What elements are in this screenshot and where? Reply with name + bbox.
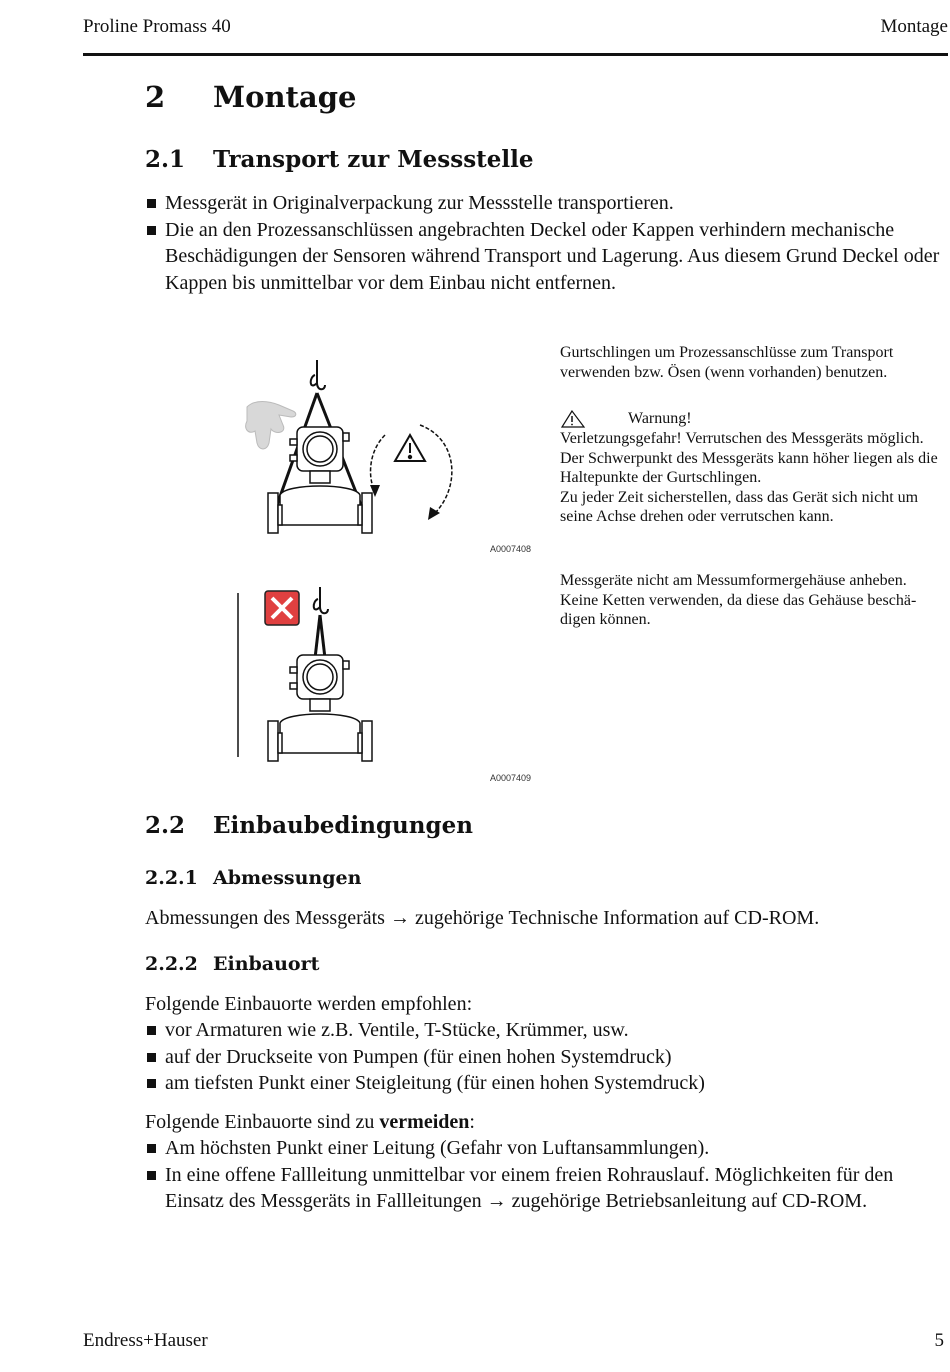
section-2-2-2-heading (145, 953, 319, 975)
section-title: Einbauort (213, 953, 320, 975)
warning-text: Der Schwerpunkt des Messgeräts kann höher liegen als die Haltepunkte der Gurtschlingen. (560, 449, 938, 486)
figure-id: A0007409 (490, 773, 532, 783)
footer-company: Endress+Hauser (83, 1330, 208, 1351)
sensor-body (268, 714, 372, 761)
transport-list (145, 190, 944, 296)
warning-text: Verletzungsgefahr! Verrutschen des Messgeräts möglich. (560, 430, 924, 447)
recommended-list (145, 1017, 944, 1097)
transmitter-housing (290, 655, 349, 711)
sensor-body (268, 486, 372, 533)
avoid-intro (145, 1109, 475, 1135)
section-title: Transport zur Messstelle (213, 146, 534, 173)
avoid-intro-colon: : (469, 1111, 475, 1133)
avoid-intro-text: Folgende Einbauorte sind zu (145, 1111, 380, 1133)
section-number: 2.2.2 (145, 953, 198, 975)
avoid-list (145, 1135, 944, 1215)
section-number: 2.1 (145, 146, 186, 173)
lifting-slings-figure (235, 355, 535, 540)
figure2-caption: Messgeräte nicht am Messumformergehäuse anheben. Keine Ketten verwenden, da diese das Gehäuse beschä-digen können. (560, 572, 917, 628)
list-item: vor Armaturen wie z.B. Ventile, T-Stücke, Krümmer, usw. (145, 1017, 944, 1044)
figure1-caption: Gurtschlingen um Prozessanschlüsse zum Transport verwenden bzw. Ösen (wenn vorhanden) benutzen. (560, 344, 894, 381)
list-item: auf der Druckseite von Pumpen (für einen hohen Systemdruck) (145, 1044, 944, 1071)
list-item: In eine offene Fallleitung unmittelbar vor einem freien Rohrauslauf. Möglichkeiten für den Einsatz des Messgeräts in Fallleitungen → zugehörige Betriebsanleitung auf CD-ROM. (145, 1162, 944, 1215)
chapter-number: 2 (145, 80, 166, 114)
header-section: Montage (880, 16, 948, 37)
list-item: Die an den Prozessanschlüssen angebrachten Deckel oder Kappen verhindern mechanische Beschädigungen der Sensoren während Transport und Lagerung. Aus diesem Grund Deckel oder Kappen bis unmittelbar vor dem Einbau nicht entfernen. (145, 217, 944, 297)
recommended-intro: Folgende Einbauorte werden empfohlen: (145, 993, 473, 1015)
section-2-2-heading (145, 812, 473, 839)
dimensions-text: Abmessungen des Messgeräts → zugehörige Technische Information auf CD-ROM. (145, 907, 820, 929)
crane-hook-icon (314, 587, 328, 613)
warning-block (560, 409, 945, 527)
prohibited-icon (265, 591, 299, 625)
chapter-heading (145, 80, 356, 114)
chapter-title: Montage (213, 80, 357, 114)
crane-hook-icon (311, 360, 325, 389)
hand-icon (246, 402, 296, 450)
list-item: Am höchsten Punkt einer Leitung (Gefahr von Luftansammlungen). (145, 1135, 944, 1162)
arrow-head-icon (428, 507, 440, 520)
section-title: Abmessungen (213, 867, 362, 889)
warning-label: Warnung! (628, 410, 692, 428)
warning-text: Zu jeder Zeit sicherstellen, dass das Gerät sich nicht um seine Achse drehen oder verrutschen kann. (560, 488, 919, 525)
header-product: Proline Promass 40 (83, 16, 231, 37)
section-number: 2.2 (145, 812, 186, 839)
list-item: Messgerät in Originalverpackung zur Messstelle transportieren. (145, 190, 944, 217)
figure-id: A0007408 (490, 544, 532, 554)
transmitter-housing (290, 427, 349, 483)
warning-header (560, 409, 945, 429)
warning-triangle-icon (395, 435, 425, 461)
page-number: 5 (934, 1330, 944, 1351)
warning-icon (560, 409, 628, 429)
list-item: am tiefsten Punkt einer Steigleitung (für einen hohen Systemdruck) (145, 1070, 944, 1097)
page-header (83, 16, 948, 56)
avoid-emphasis: vermeiden (379, 1111, 470, 1133)
wrong-lifting-figure (235, 585, 535, 765)
section-number: 2.2.1 (145, 867, 198, 889)
section-title: Einbaubedingungen (213, 812, 473, 839)
section-2-2-1-heading (145, 867, 361, 889)
section-2-1-heading (145, 146, 534, 173)
